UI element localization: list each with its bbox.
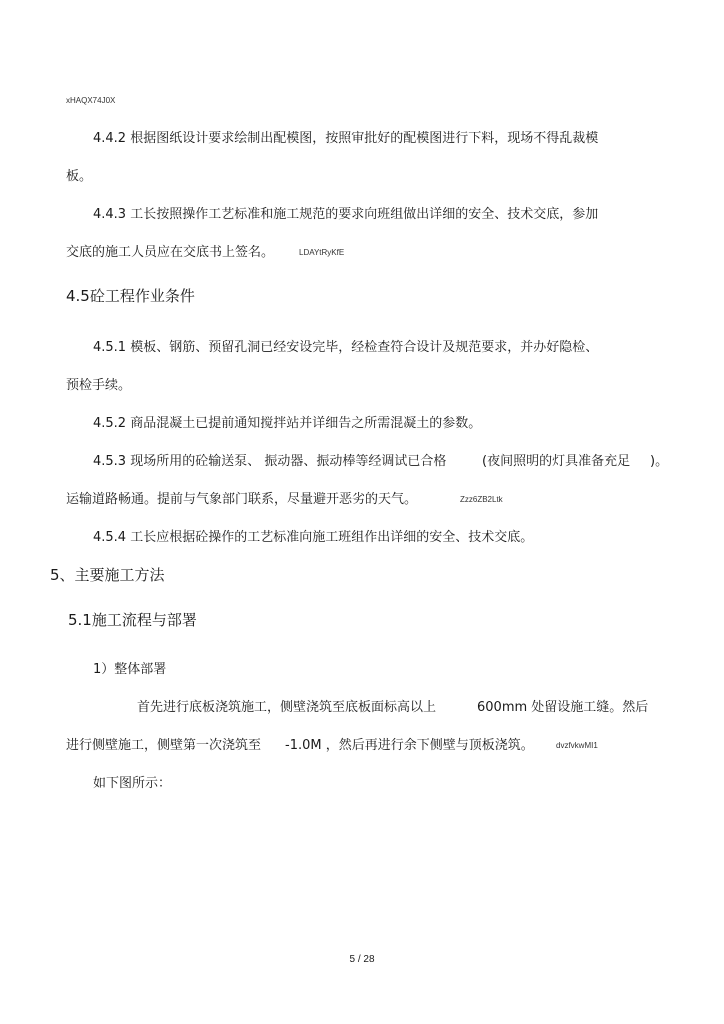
header-code: xHAQX74J0X: [66, 96, 116, 105]
heading-5: 5、主要施工方法: [50, 566, 165, 584]
paragraph-4-4-3-code: LDAYtRyKfE: [299, 248, 345, 257]
list-item-1: 1）整体部署: [93, 662, 167, 677]
heading-4-5: 4.5砼工程作业条件: [66, 287, 195, 305]
paragraph-4-5-4: 4.5.4 工长应根据砼操作的工艺标准向施工班组作出详细的安全、技术交底。: [93, 530, 534, 545]
paragraph-4-4-3-text: 交底的施工人员应在交底书上签名。: [66, 245, 275, 260]
body-line1a: 首先进行底板浇筑施工，侧壁浇筑至底板面标高以上: [137, 700, 437, 715]
figure-intro: 如下图所示：: [93, 776, 172, 791]
heading-5-1: 5.1施工流程与部署: [68, 611, 197, 629]
page-number: 5 / 28: [349, 954, 375, 965]
paragraph-4-5-3-code: Zzz6ZB2Ltk: [460, 495, 503, 504]
paragraph-4-5-2: 4.5.2 商品混凝土已提前通知搅拌站并详细告之所需混凝土的参数。: [93, 416, 482, 431]
paragraph-4-5-3-line1c: )。: [650, 454, 669, 469]
body-line1b: 600mm 处留设施工缝。然后: [477, 700, 649, 715]
body-line2a: 进行侧壁施工，侧壁第一次浇筑至: [66, 738, 262, 753]
body-line2b: -1.0M ，然后再进行余下侧壁与顶板浇筑。: [285, 738, 534, 753]
paragraph-4-5-3-line1b: (夜间照明的灯具准备充足: [482, 454, 631, 469]
paragraph-4-4-2-line1: 4.4.2 根据图纸设计要求绘制出配模图，按照审批好的配模图进行下料，现场不得乱裁模: [93, 131, 599, 146]
paragraph-4-5-1-line1: 4.5.1 模板、钢筋、预留孔洞已经安设完毕，经检查符合设计及规范要求，并办好隐检、: [93, 340, 599, 355]
paragraph-4-4-3-line2: [66, 245, 274, 261]
paragraph-4-4-3-line1: 4.4.3 工长按照操作工艺标准和施工规范的要求向班组做出详细的安全、技术交底，参加: [93, 207, 599, 222]
paragraph-4-5-3-line1a: 4.5.3 现场所用的砼输送泵、 振动器、振动棒等经调试已合格: [93, 454, 447, 469]
body-code: dvzfvkwMI1: [556, 741, 598, 750]
paragraph-4-4-2-line2: 板。: [66, 169, 93, 184]
paragraph-4-5-1-line2: 预检手续。: [66, 378, 132, 393]
paragraph-4-5-3-line2: 运输道路畅通。提前与气象部门联系，尽量避开恶劣的天气。: [66, 492, 418, 507]
